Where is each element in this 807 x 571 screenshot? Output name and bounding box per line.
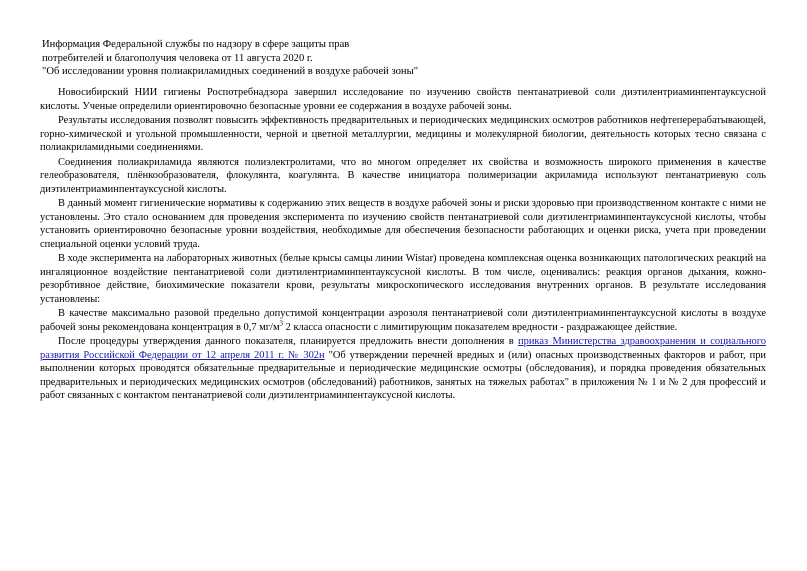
paragraph-hygienic-norms: В данный момент гигиенические нормативы к содержанию этих веществ в воздухе рабочей зоны и риски здоровью при производственном контакте с ними не установлены. Это стало основанием для проведения эксперимента по изучению свойств пентанатриевой соли диэтилентриаминпентауксусной кислоты, чтобы установить ориентировочно безопасные уровни воздействия, необходимые для обеспечения безопасности работающих и оценки риска, учета при проведении специальной оценки условий труда.: [40, 198, 766, 250]
paragraph-concentration: [40, 307, 766, 334]
document-body: [40, 86, 766, 403]
header-line-2: потребителей и благополучия человека от 11 августа 2020 г.: [42, 52, 313, 64]
paragraph-polyacrylamide-compounds: Соединения полиакриламида являются полиэлектролитами, что во многом определяет их свойства и возможность широкого применения в качестве гелеобразователя, плёнкообразователя, флокулянта, коагулянта. В качестве инициатора полимеризации акриламида используют пентанатриевую соль диэтилентриаминпентауксусной кислоты.: [40, 156, 766, 195]
paragraph-research-results: Результаты исследования позволят повысить эффективность предварительных и периодических медицинских осмотров работников нефтеперерабатывающей, горно-химической и угольной промышленности, черной и цветной металлургии, медицины и молекулярной биологии, деятельность которых тесно связана с полиакриламидными соединениями.: [40, 115, 766, 153]
paragraph-experiment: В ходе эксперимента на лабораторных животных (белые крысы самцы линии Wistar) проведена комплексная оценка возникающих патологических реакций на ингаляционное воздействие пентанатриевой соли диэтилентриаминпентауксусной кислоты. В том числе, оценивались: реакция органов дыхания, кожно-резорбтивное действие, биохимические показатели крови, результаты микроскопического исследования внутренних органов. В результате исследования установлены:: [40, 253, 766, 305]
document-header: [42, 38, 462, 79]
amendment-text: После процедуры утверждения данного показателя, планируется предложить внести дополнения в: [58, 336, 519, 347]
amendment-text-end: "Об утверждении перечней вредных и (или) опасных производственных факторов и работ, при выполнении которых проводятся обязательные предварительные и периодические медицинские осмотры (обследования), и порядка проведения обязательных предварительных и периодических медицинских осмотров (обследований) работников, занятых на тяжелых работах" в приложения № 1 и № 2 для профессий и работ связанных с контактом пентанатриевой соли диэтилентриаминпентауксусной кислоты.: [40, 349, 766, 401]
header-line-1: Информация Федеральной службы по надзору в сфере защиты прав: [42, 39, 350, 50]
unit-superscript: 3: [279, 319, 284, 328]
ministry-order-link[interactable]: приказ Министерства здравоохранения и социального развития Российской Федерации от 12 апреля 2011 г. № 302н: [40, 336, 766, 361]
header-line-3: "Об исследовании уровня полиакриламидных соединений в воздухе рабочей зоны": [42, 66, 419, 78]
paragraph-institute-study: Новосибирский НИИ гигиены Роспотребнадзора завершил исследование по изучению свойств пентанатриевой соли диэтилентриаминпентауксусной кислоты. Ученые определили ориентировочно безопасные уровни ее содержания в воздухе рабочей зоны.: [40, 87, 766, 112]
concentration-text-end: 2 класса опасности с лимитирующим показателем вредности - раздражающее действие.: [283, 321, 678, 333]
concentration-text: В качестве максимально разовой предельно допустимой концентрации аэрозоля пентанатриевой соли диэтилентриаминпентауксусной кислоты в воздухе рабочей зоны рекомендована концентрация в 0,7 мг/м: [40, 308, 766, 333]
paragraph-order-amendment: [40, 335, 766, 403]
